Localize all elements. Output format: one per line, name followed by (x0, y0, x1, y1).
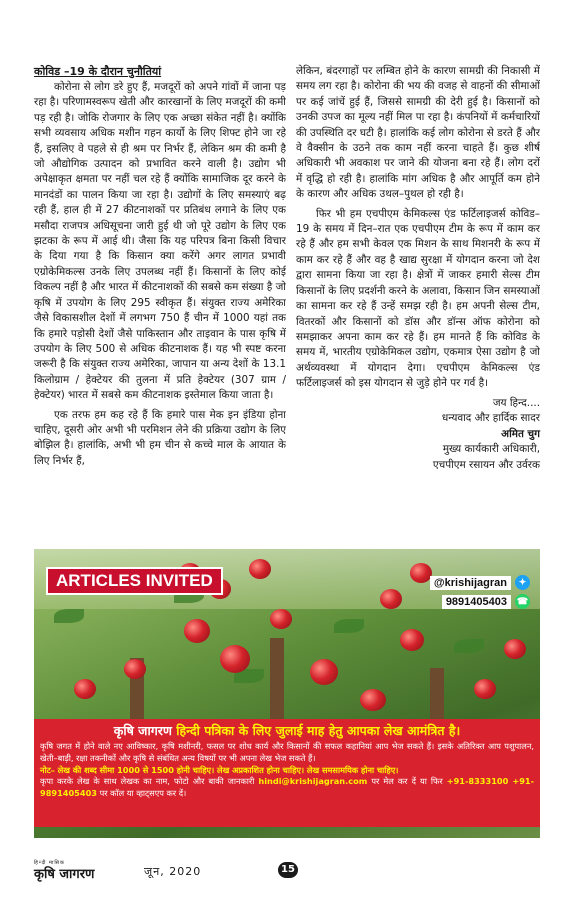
ad-phone[interactable]: +91-8333100 (446, 776, 509, 787)
ad-contact (430, 575, 530, 613)
twitter-handle[interactable]: @krishijagran (430, 576, 511, 590)
ad-phone[interactable]: +91-9891405403 (40, 776, 534, 799)
ad-title: ARTICLES INVITED (46, 567, 223, 595)
ad-body (40, 741, 534, 800)
ad-body-line: पर मेल कर दें या फिर (371, 776, 443, 787)
magazine-logo (34, 860, 94, 882)
signoff (296, 396, 540, 474)
author-role: मुख्य कार्यकारी अधिकारी, (442, 443, 540, 456)
author-name: अमित चुग (501, 427, 540, 440)
article-paragraph: फिर भी हम एचपीएम केमिकल्स एंड फर्टिलाइजर्स कोविड–19 के समय में दिन–रात एक एचपीएम टीम के रूप में काम कर रहे हैं और हम सभी केवल एक मिशन के साथ मिशनरी के रूप में काम कर रहे हैं और वह है खाद्य सुरक्षा में योगदान करना जो देश द्वारा सामना किया जा रहा है। क्षेत्रों में जाकर हमारी सेल्स टीम किसानों के लिए प्रदर्शनी करने के अलावा, किसान जिन समस्याओं का सामना कर रहे हैं उन्हें समझ रही है। हम अपनी सेल्स टीम, वितरकों और किसानों को डॉस और डॉन्स ऑफ कोरोना को समझाकर अपना काम कर रहे हैं। हम मानते हैं कि कोविड के समय में, भारतीय एग्रोकेमिकल उद्योग, एकमात्र ऐसा उद्योग है जो अर्थव्यवस्था में योगदान देगा। एचपीएम केमिकल्स एंड फर्टिलाइजर्स को इस योगदान से जुड़े होने पर गर्व है। (296, 207, 540, 390)
author-company: एचपीएम रसायन और उर्वरक (432, 458, 540, 471)
apple-image (504, 639, 526, 659)
ad-body-line: कृषि जगत में होने वाले नए आविष्कार, कृषि मशीनरी, फसल पर शोध कार्य और किसानों की सफल कहानियां आप भेज सकते हैं। इसके अतिरिक्त आप पशुपालन, खेती–बाड़ी, रक्षा तकनीकों और कृषि से संबंधित अन्य विषयों पर भी अपना लेख भेज सकते हैं। (40, 741, 534, 763)
apple-image (400, 629, 424, 651)
right-column (296, 64, 540, 474)
ad-email[interactable]: hindi@krishijagran.com (258, 776, 368, 787)
apple-image (360, 689, 386, 711)
signoff-thanks: धन्यवाद और हार्दिक सादर (441, 412, 540, 425)
whatsapp-number[interactable]: 9891405403 (442, 595, 511, 609)
issue-date: जून, 2020 (144, 865, 202, 878)
apple-image (380, 589, 402, 609)
twitter-row (430, 575, 530, 590)
apple-image (310, 659, 338, 685)
tree-trunk (270, 638, 284, 728)
logo-text: कृषि जागरण (34, 867, 95, 882)
ad-headline-text: हिन्दी पत्रिका के लिए जुलाई माह हेतु आपका लेख आमंत्रित है। (176, 723, 461, 738)
apple-image (184, 619, 210, 643)
article-paragraph: एक तरफ हम कह रहे हैं कि हमारे पास मेक इन इंडिया होना चाहिए, दूसरी ओर अभी भी परमिशन लेने की प्रक्रिया उद्योग के लिए बोझिल है। हालांकि, अभी भी हम चीन से कच्चे माल के आयात के लिए निर्भर हैं, (34, 408, 286, 467)
ad-body-line: पर कॉल या व्हाट्सएप कर दें। (99, 788, 187, 799)
page-footer (34, 858, 540, 882)
whatsapp-icon: ☎ (515, 594, 530, 609)
article-paragraph: लेकिन, बंदरगाहों पर लम्बित होने के कारण सामग्री की निकासी में समय लग रहा है। कोरोना की भय की वजह से वाहनों की सीमाओं पर कई जांचें हुई हैं, जिससे सामग्री की देरी हुई है। किसानों को उनकी उपज का मूल्य नहीं मिल पा रहा है। कंपनियों में कर्मचारियों की उपस्थिति दर घटी है। हालांकि कई लोग कोरोना से डरते हैं और वे वैक्सीन के उठने तक काम नहीं करना चाहते हैं। कुछ शीर्ष अधिकारी भी अवकाश पर जाने की योजना बना रहे हैं। लोग दरों में वृद्धि हो रही है। हालांकि मांग अधिक है और आपूर्ति कम होने के कारण और अधिक उथल–पुथल हो रही है। (296, 65, 540, 201)
apple-image (270, 609, 292, 629)
leaf-shape (454, 639, 484, 653)
ad-body-line: कृपा करके लेख के साथ लेखक का नाम, फोटो और बाकी जानकारी (40, 776, 255, 787)
ad-info-band (34, 719, 540, 827)
apple-image (220, 645, 250, 673)
articles-invited-ad (34, 549, 540, 838)
apple-image (249, 559, 271, 579)
left-column (34, 64, 286, 473)
apple-image (410, 563, 432, 583)
ad-headline (40, 723, 534, 739)
page-number: 15 (278, 862, 298, 878)
apple-image (74, 679, 96, 699)
apple-image (474, 679, 496, 699)
ad-headline-brand: कृषि जागरण (113, 723, 172, 738)
leaf-shape (54, 609, 84, 623)
leaf-shape (334, 619, 364, 633)
twitter-icon: ✦ (515, 575, 530, 590)
logo-tagline: हिन्दी मासिक (34, 860, 65, 866)
whatsapp-row (430, 594, 530, 609)
apple-image (124, 659, 146, 679)
signoff-greeting: जय हिन्द.... (492, 396, 540, 409)
article-paragraph: कोरोना से लोग डरे हुए हैं, मजदूरों को अपने गांवों में जाना पड़ रहा है। परिणामस्वरूप खेती और कारखानों के लिए मजदूरों की कमी पड़ रही है। जोकि रोजगार के लिए एक अच्छा संकेत नहीं है। क्योंकि सभी व्यवसाय अधिक मशीन गहन कार्यो के लिए शिफ्ट होने जा रहे हैं, इसलिए वे पहले से ही श्रम पर निर्भर हैं, लेकिन श्रम की कमी है जो औद्योगिक उत्पादन को प्रभावित करने वाली है। उद्योग भी अपेक्षाकृत क्षमता पर नहीं चल रहे हैं क्योंकि सामाजिक दूर करने के मानदंडों का पालन किया जा रहा है। उद्योगों के लिए समस्याएं बढ़ रही हैं, हाल ही में 27 कीटनाशकों पर प्रतिबंध लगाने के लिए एक मसौदा राजपत्र अधिसूचना जारी हुई थी जो पूरे उद्योग के लिए एक झटका के रूप में आई थी। जैसा कि यह परिपत्र बिना किसी विचार के दिया गया है कि किसान क्या करेंगे अगर लागत प्रभावी एग्रोकेमिकल्स उनके लिए उपलब्ध नहीं हैं। किसानों के लिए कोई विकल्प नहीं है और भारत में कीटनाशकों की सबसे कम संख्या है जो कृषि में उपयोग के लिए 295 स्वीकृत हैं। संयुक्त राज्य अमेरिका जैसे विकासशील देशों में लगभग 750 हैं चीन में 1000 यहां तक कि हमारे पड़ोसी देशों जैसे पाकिस्तान और ताइवान के पास कृषि में उपयोग के लिए 500 से अधिक कीटनाशक हैं। यह भी स्पष्ट करना जरूरी है कि संयुक्त राज्य अमेरिका, जापान या अन्य देशों के 13.1 किलोग्राम / हेक्टेयर की तुलना में प्रति हेक्टेयर (307 ग्राम / हेक्टेयर) भारत में सबसे कम कीटनाशक इस्तेमाल किया जाता है। (34, 81, 286, 402)
ad-note: नोट– लेख की शब्द सीमा 1000 से 1500 होनी चाहिए। लेख अप्रकाशित होना चाहिए। लेख समसामयिक होना चाहिए। (40, 764, 399, 775)
article-title: कोविड –19 के दौरान चुनौतियां (34, 65, 162, 78)
